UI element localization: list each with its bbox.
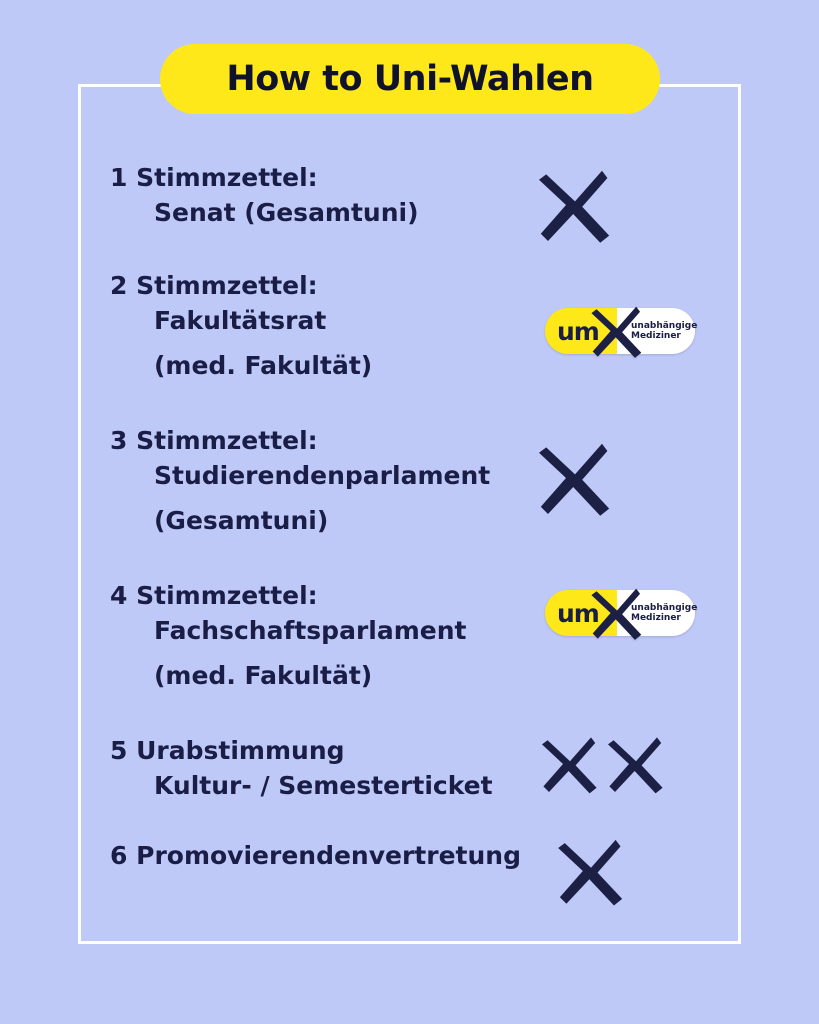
list-item-line1 <box>110 423 530 458</box>
list-item-line1-text: Stimmzettel: <box>136 581 318 610</box>
umx-logo-right-line1: unabhängige <box>631 320 698 331</box>
umx-logo-left-text: um <box>557 316 599 346</box>
list-item-text <box>110 423 530 538</box>
page-title: How to Uni-Wahlen <box>226 59 594 99</box>
list-item-mark <box>530 433 710 523</box>
list-item-text <box>110 733 530 803</box>
x-mark-icon <box>530 433 620 523</box>
list-item-number: 4 <box>110 581 128 610</box>
list-item-line2: Kultur- / Semesterticket <box>154 771 493 800</box>
x-mark-icon <box>535 729 605 799</box>
umx-logo <box>545 308 698 354</box>
list-item-line3: (med. Fakultät) <box>154 661 373 690</box>
list-item-number: 6 <box>110 841 128 870</box>
list-item-line2: Fachschaftsparlament <box>154 616 467 645</box>
list-item-line1 <box>110 268 530 303</box>
list-item-line3: (Gesamtuni) <box>154 506 329 535</box>
list-item-text <box>110 578 530 693</box>
list-item-line1 <box>110 578 530 613</box>
list-item-text <box>110 160 530 230</box>
list-item-mark <box>550 830 730 920</box>
list-item-number: 1 <box>110 163 128 192</box>
x-mark-icon <box>585 581 649 645</box>
list-item-line2: Studierendenparlament <box>154 461 491 490</box>
list-item <box>110 578 710 733</box>
list-item-number: 2 <box>110 271 128 300</box>
list-item-line2: Senat (Gesamtuni) <box>154 198 419 227</box>
list-item-mark <box>535 729 715 819</box>
list-item-text <box>110 268 530 383</box>
umx-logo-right-line1: unabhängige <box>631 602 698 613</box>
umx-logo-right-line2: Mediziner <box>631 331 681 341</box>
umx-logo-left-text: um <box>557 598 599 628</box>
list-item-number: 5 <box>110 736 128 765</box>
list-item-line1 <box>110 160 530 195</box>
instruction-list <box>110 160 710 928</box>
umx-logo-right-line2: Mediziner <box>631 613 681 623</box>
list-item-line1-text: Stimmzettel: <box>136 163 318 192</box>
list-item-line1-text: Promovierendenvertretung <box>136 841 521 870</box>
list-item-line1-text: Urabstimmung <box>136 736 345 765</box>
list-item-line2: Fakultätsrat <box>154 306 327 335</box>
list-item-mark <box>545 590 725 680</box>
list-item-line1 <box>110 733 530 768</box>
list-item-mark <box>545 308 725 398</box>
list-item-line3: (med. Fakultät) <box>154 351 373 380</box>
list-item-mark <box>530 160 710 250</box>
list-item <box>110 423 710 578</box>
list-item <box>110 733 710 838</box>
list-item-text <box>110 838 530 873</box>
list-item-line1-text: Stimmzettel: <box>136 271 318 300</box>
x-mark-icon <box>530 160 620 250</box>
list-item <box>110 838 710 928</box>
x-mark-icon <box>601 729 671 799</box>
list-item <box>110 268 710 423</box>
x-mark-icon <box>550 830 632 912</box>
list-item-line1 <box>110 838 530 873</box>
umx-logo <box>545 590 698 636</box>
list-item <box>110 160 710 268</box>
list-item-line1-text: Stimmzettel: <box>136 426 318 455</box>
x-mark-icon <box>585 299 649 363</box>
title-pill <box>160 44 660 114</box>
list-item-number: 3 <box>110 426 128 455</box>
